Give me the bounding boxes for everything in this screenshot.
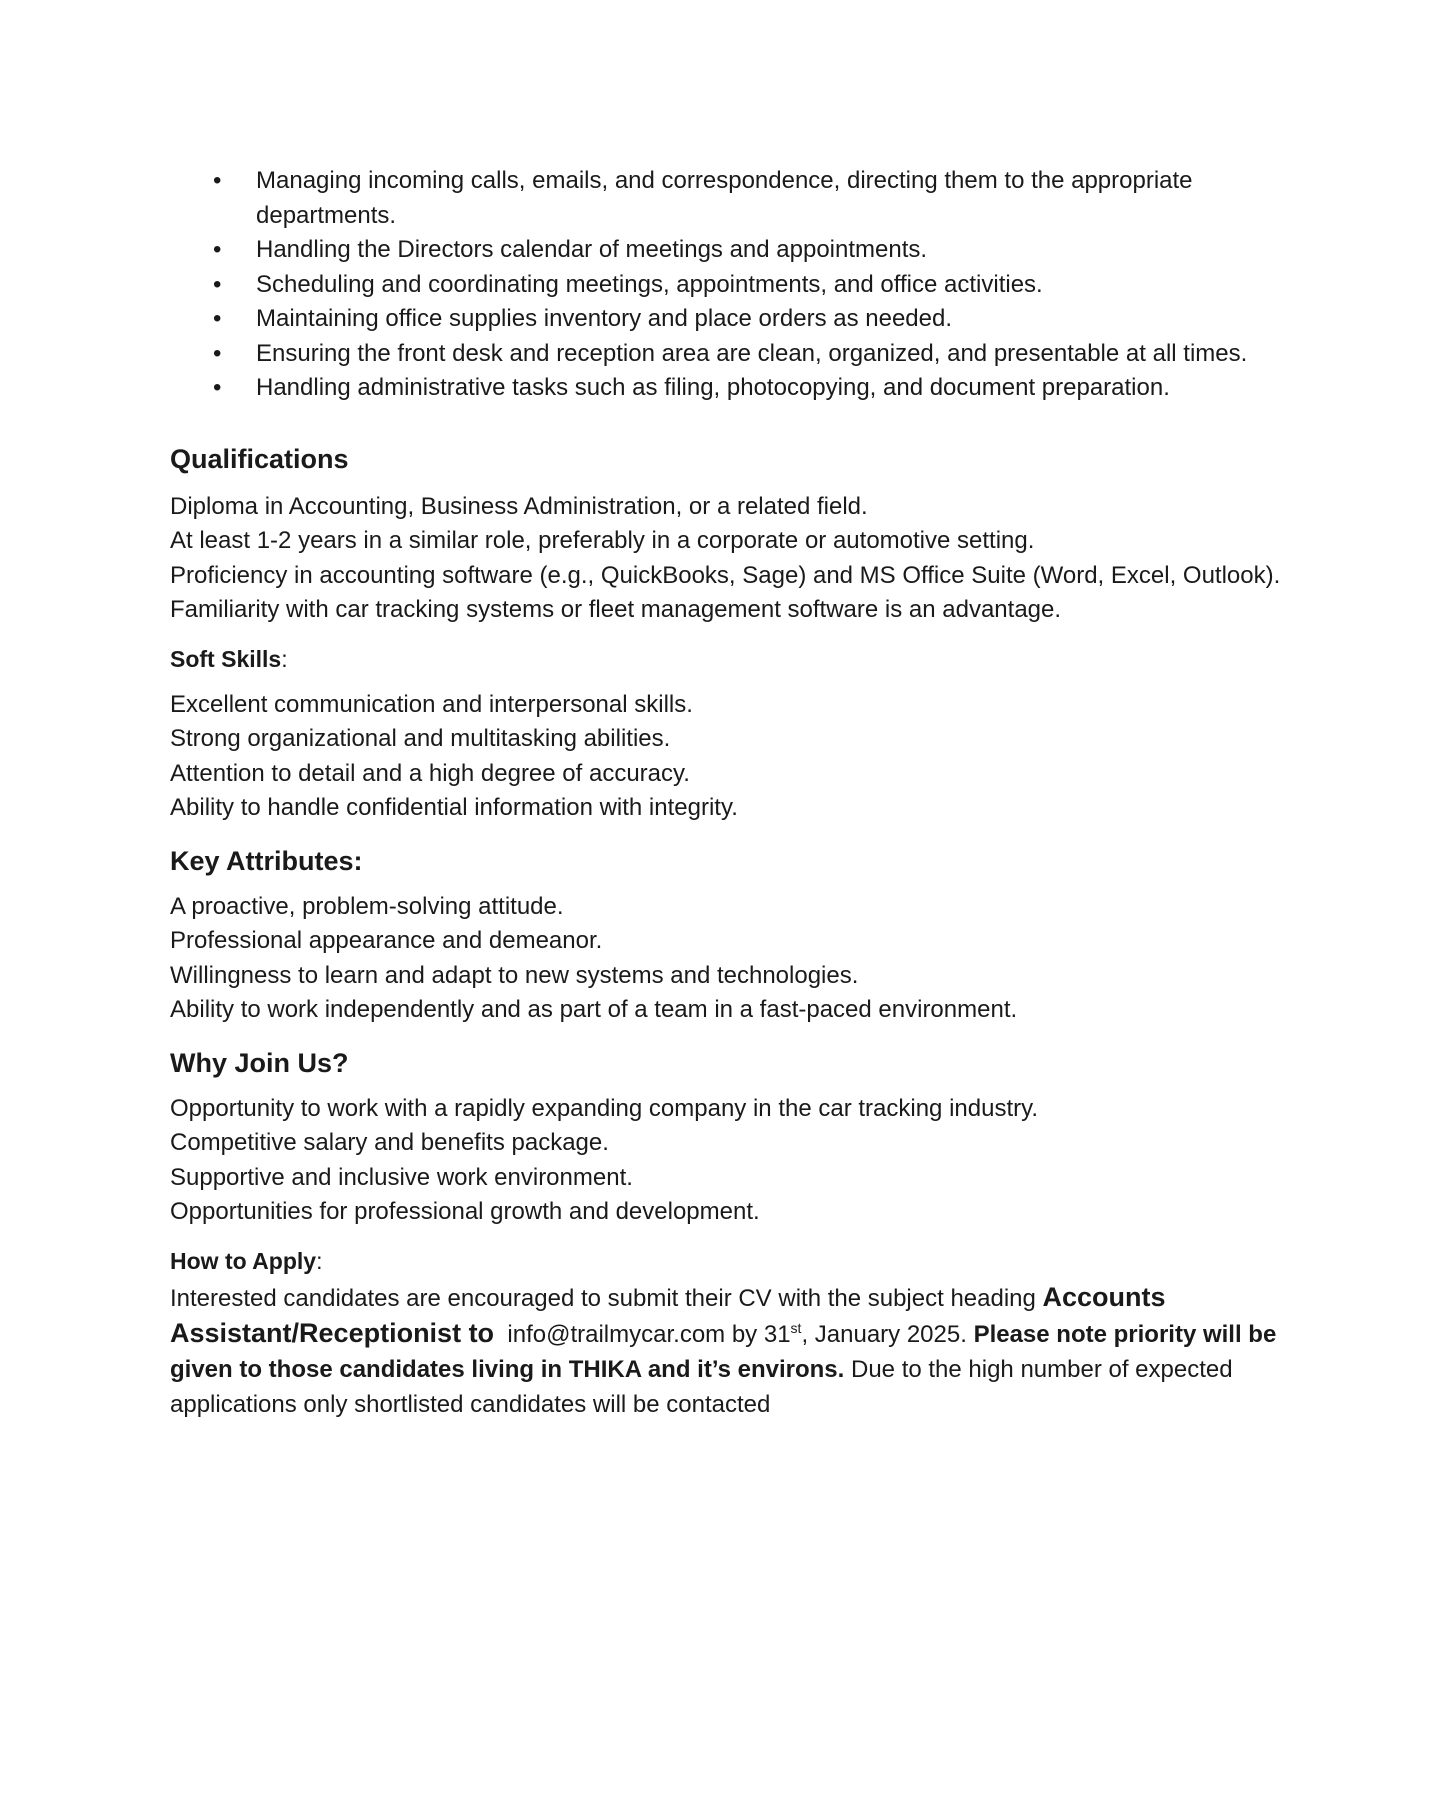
list-item: Ability to handle confidential information with integrity. bbox=[170, 794, 738, 821]
list-item: A proactive, problem-solving attitude. bbox=[170, 892, 564, 920]
qualifications-list bbox=[170, 490, 1290, 628]
list-item bbox=[170, 268, 1290, 303]
key-attributes-section bbox=[170, 842, 1290, 1028]
bullet-icon: • bbox=[213, 339, 222, 367]
how-to-apply-heading bbox=[170, 1244, 1290, 1278]
list-item bbox=[170, 337, 1290, 372]
list-item: Opportunity to work with a rapidly expanding company in the car tracking industry. bbox=[170, 1094, 1038, 1122]
duties-list bbox=[170, 164, 1290, 406]
list-item: Supportive and inclusive work environment. bbox=[170, 1163, 633, 1191]
duty-text: Handling the Directors calendar of meetings and appointments. bbox=[256, 236, 928, 263]
qualifications-heading: Qualifications bbox=[170, 443, 349, 474]
list-item bbox=[170, 164, 1290, 233]
soft-skills-list bbox=[170, 688, 1290, 826]
how-to-apply-heading-colon: : bbox=[316, 1247, 323, 1274]
list-item: Opportunities for professional growth and development. bbox=[170, 1198, 760, 1225]
apply-date-suffix: st bbox=[790, 1319, 802, 1336]
soft-skills-heading-colon: : bbox=[281, 645, 288, 672]
list-item: Proficiency in accounting software (e.g., QuickBooks, Sage) and MS Office Suite (Word, Excel, Outlook). bbox=[170, 561, 1281, 589]
why-join-list bbox=[170, 1092, 1290, 1230]
apply-by: by 31 bbox=[725, 1320, 791, 1348]
list-item: Competitive salary and benefits package. bbox=[170, 1129, 609, 1156]
duty-text: Ensuring the front desk and reception area are clean, organized, and presentable at all times. bbox=[256, 339, 1248, 367]
bullet-icon: • bbox=[213, 167, 222, 194]
why-join-heading: Why Join Us? bbox=[170, 1047, 349, 1078]
how-to-apply-section bbox=[170, 1244, 1290, 1422]
list-item: Willingness to learn and adapt to new systems and technologies. bbox=[170, 961, 859, 989]
duty-text: Managing incoming calls, emails, and correspondence, directing them to the appropriate departments. bbox=[256, 167, 1193, 229]
duty-text: Scheduling and coordinating meetings, appointments, and office activities. bbox=[256, 270, 1043, 298]
list-item: Ability to work independently and as part of a team in a fast-paced environment. bbox=[170, 996, 1018, 1023]
why-join-section bbox=[170, 1044, 1290, 1230]
apply-email: info@trailmycar.com bbox=[507, 1320, 726, 1348]
how-to-apply-paragraph bbox=[170, 1280, 1290, 1422]
bullet-icon: • bbox=[213, 270, 222, 298]
key-attributes-list bbox=[170, 890, 1290, 1028]
list-item: Familiarity with car tracking systems or fleet management software is an advantage. bbox=[170, 596, 1062, 623]
list-item bbox=[170, 302, 1290, 337]
soft-skills-heading-text: Soft Skills bbox=[170, 645, 282, 672]
duty-text: Maintaining office supplies inventory and place orders as needed. bbox=[256, 305, 952, 332]
qualifications-section bbox=[170, 440, 1290, 628]
list-item: Excellent communication and interpersonal skills. bbox=[170, 690, 693, 718]
list-item: At least 1-2 years in a similar role, preferably in a corporate or automotive setting. bbox=[170, 527, 1035, 554]
list-item: Strong organizational and multitasking abilities. bbox=[170, 725, 671, 752]
bullet-icon: • bbox=[213, 374, 222, 401]
list-item: Diploma in Accounting, Business Administration, or a related field. bbox=[170, 492, 868, 520]
duty-text: Handling administrative tasks such as filing, photocopying, and document preparation. bbox=[256, 374, 1170, 401]
list-item: Professional appearance and demeanor. bbox=[170, 927, 603, 954]
apply-priority-note: Please note priority will be given to those candidates living in THIKA and it’s environs. bbox=[170, 1320, 1277, 1383]
how-to-apply-heading-text: How to Apply bbox=[170, 1247, 317, 1274]
bullet-icon: • bbox=[213, 305, 222, 332]
apply-closing: Due to the high number of expected applications only shortlisted candidates will be contacted bbox=[170, 1355, 1233, 1418]
list-item: Attention to detail and a high degree of accuracy. bbox=[170, 759, 690, 787]
soft-skills-section bbox=[170, 642, 1290, 826]
job-posting-document bbox=[170, 164, 1290, 1422]
soft-skills-heading bbox=[170, 642, 1290, 676]
key-attributes-heading: Key Attributes: bbox=[170, 845, 363, 876]
list-item bbox=[170, 371, 1290, 406]
bullet-icon: • bbox=[213, 236, 222, 263]
list-item bbox=[170, 233, 1290, 268]
apply-intro: Interested candidates are encouraged to submit their CV with the subject heading bbox=[170, 1284, 1043, 1312]
apply-subject: Accounts Assistant/Receptionist to bbox=[170, 1281, 1166, 1348]
apply-date-rest: , January 2025. bbox=[801, 1320, 974, 1348]
